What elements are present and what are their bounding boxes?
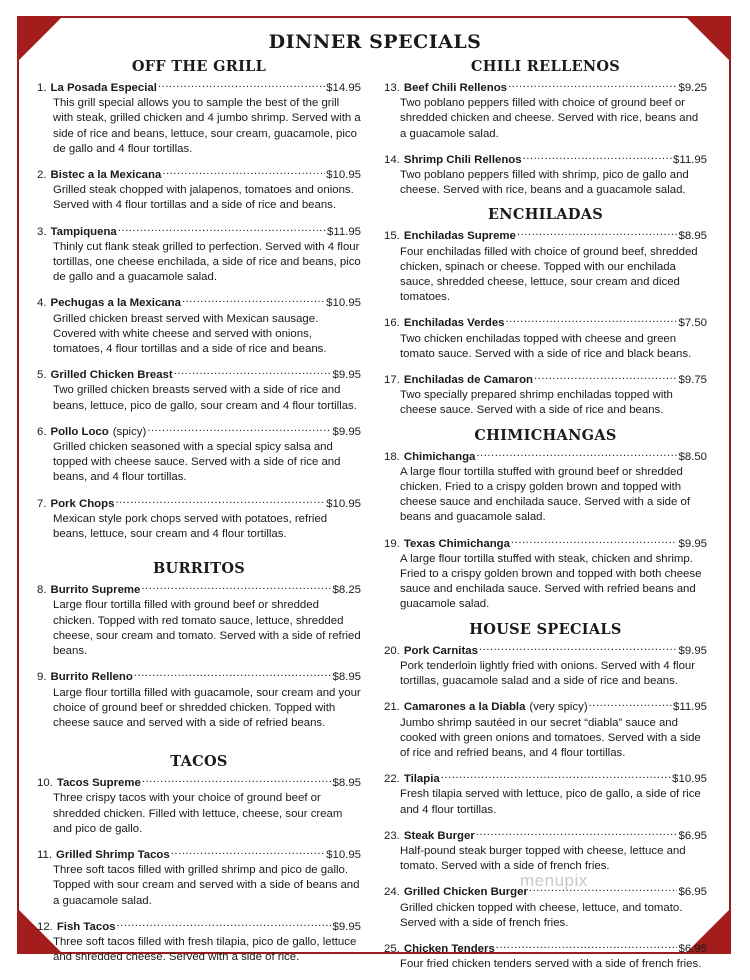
menu-item — [384, 939, 707, 972]
dot-leader — [174, 365, 332, 378]
item-description: This grill special allows you to sample the best of the grill with steak, grilled chicken and 4 jumbo shrimp. Served with a side of rice and beans, lettuce, sour cream, guacamole, pico de gallo and 4 flour tortillas. — [53, 97, 361, 155]
item-description: Mexican style pork chops served with potatoes, refried beans, lettuce, sour cream and 4 flour tortillas. — [53, 512, 328, 541]
item-description: Four enchiladas filled with choice of ground beef, shredded chicken, spinach or cheese. Topped with our enchilada sauce, shredded cheese, lettuce, sour cream and diced tomatoes. — [400, 245, 698, 304]
item-name: Enchiladas Verdes — [403, 317, 505, 330]
dot-leader — [508, 78, 677, 91]
menu-item-header — [384, 370, 707, 388]
item-price: $11.95 — [673, 701, 707, 714]
item-price: $9.95 — [678, 537, 707, 550]
item-name: Beef Chili Rellenos — [403, 82, 508, 94]
item-name: Enchiladas Supreme — [403, 230, 516, 243]
menu-item — [37, 165, 361, 214]
menu-item — [384, 641, 707, 690]
item-price: $10.95 — [672, 773, 707, 786]
menu-item — [37, 667, 361, 731]
item-number: 22. — [384, 773, 400, 786]
menu-item — [384, 226, 707, 305]
item-name: Burrito Relleno — [50, 671, 133, 684]
menu-item — [384, 534, 707, 613]
menu-item-header — [37, 78, 361, 96]
section-title: ENCHILADAS — [487, 206, 604, 224]
menu-item-header — [37, 667, 361, 685]
item-description: Grilled chicken seasoned with a special spicy salsa and topped with cheese sauce. Served with a side of rice and beans, and 4 flour tortillas. — [53, 441, 341, 484]
dot-leader — [589, 697, 672, 710]
menu-item-header — [384, 226, 707, 244]
item-name: Tacos Supreme — [56, 777, 141, 790]
item-price: $9.25 — [678, 82, 707, 94]
item-description: Large flour tortilla filled with guacamole, sour cream and your choice of ground beef or shredded chicken. Topped with cheese sauce and served with a side of refried beans. — [53, 686, 361, 729]
menu-item-header — [37, 494, 361, 512]
menu-item-header — [384, 697, 707, 715]
menu-item-header — [37, 365, 361, 383]
item-name: Pork Chops — [50, 497, 115, 510]
menu-item-header — [37, 845, 361, 863]
dot-leader — [142, 773, 332, 786]
dot-leader — [523, 150, 672, 163]
section-title: CHILI RELLENOS — [470, 58, 621, 75]
item-price: $10.95 — [326, 497, 361, 510]
item-number: 5. — [37, 369, 47, 382]
dot-leader — [506, 313, 678, 326]
menu-item-header — [384, 826, 707, 844]
dot-leader — [479, 641, 678, 654]
item-name: Burrito Supreme — [50, 584, 141, 597]
dot-leader — [476, 826, 678, 839]
menu-item-header — [37, 165, 361, 183]
item-name: Grilled Chicken Breast — [50, 369, 173, 382]
menu-item-header — [37, 222, 361, 240]
item-number: 1. — [37, 82, 47, 94]
item-name: Pork Carnitas — [403, 644, 478, 657]
item-number: 14. — [384, 153, 400, 166]
item-name: Bistec a la Mexicana — [50, 169, 162, 182]
menu-item — [384, 697, 707, 761]
dot-leader — [134, 667, 332, 680]
item-price: $11.95 — [327, 225, 361, 238]
item-number: 11. — [37, 848, 52, 861]
dot-leader — [141, 580, 331, 593]
watermark: menupix — [520, 871, 588, 890]
item-price: $8.95 — [332, 671, 361, 684]
item-price: $10.95 — [326, 848, 361, 861]
dot-leader — [118, 222, 326, 235]
menu-item — [37, 580, 361, 659]
item-number: 20. — [384, 644, 400, 657]
item-number: 15. — [384, 230, 400, 243]
menu-item — [37, 773, 361, 837]
item-number: 24. — [384, 886, 400, 899]
menu-item-header — [384, 769, 707, 787]
item-description: Fresh tilapia served with lettuce, pico de gallo, a side of rice and 4 flour tortillas. — [400, 788, 701, 816]
item-price: $6.95 — [678, 942, 707, 955]
menu-section-house-specials — [384, 621, 707, 973]
item-name: Texas Chimichanga — [403, 537, 510, 550]
left-column — [37, 58, 361, 973]
item-name: Enchiladas de Camaron — [403, 374, 533, 387]
dot-leader — [511, 534, 678, 547]
item-price: $10.95 — [326, 297, 361, 310]
menu-item — [37, 222, 361, 286]
item-number: 6. — [37, 425, 47, 438]
menu-item-header — [37, 917, 361, 935]
item-price: $9.95 — [332, 369, 361, 382]
item-price: $8.95 — [678, 230, 707, 243]
menu-item — [384, 447, 707, 526]
dot-leader — [534, 370, 678, 383]
menu-item — [384, 313, 707, 362]
item-price: $10.95 — [326, 169, 361, 182]
item-description: Half-pound steak burger topped with cheese, lettuce and tomato. Served with a side of french fries. — [400, 844, 686, 873]
menu-item — [37, 422, 361, 486]
menu-item — [384, 370, 707, 419]
item-description: Jumbo shrimp sautéed in our secret “diabla” sauce and cooked with green onions and tomatoes. Served with a side of rice and refried beans, and 4 flour tortillas. — [400, 716, 701, 759]
menu-item — [384, 826, 707, 875]
menu-item-header — [37, 422, 361, 440]
item-description: Two poblano peppers filled with shrimp, pico de gallo and cheese. Served with rice, beans and a guacamole salad. — [400, 169, 689, 197]
right-column — [384, 58, 707, 980]
item-name: Shrimp Chili Rellenos — [403, 153, 522, 166]
item-description: A large flour tortilla stuffed with ground beef or shredded chicken. Fried to a crispy golden brown and topped with cheese sauce and enchilada sauce. Served with a side of beans and guacamole salad. — [400, 465, 691, 524]
item-description: Three soft tacos filled with fresh tilapia, pico de gallo, lettuce and shredded cheese. Served with a side of rice. — [53, 935, 357, 964]
menu-item — [37, 917, 361, 966]
dot-leader — [476, 447, 677, 460]
dot-leader — [517, 226, 678, 239]
item-number: 12. — [37, 920, 53, 933]
menu-item — [384, 150, 707, 199]
item-name: Tampiquena — [50, 225, 117, 238]
item-number: 17. — [384, 374, 400, 387]
item-description: Grilled chicken breast served with Mexican sausage. Covered with white cheese and served with onions, tomatoes, 4 flour tortillas and a side of rice and beans. — [53, 312, 327, 356]
menu-item-header — [384, 150, 707, 168]
menu-item-header — [37, 293, 361, 311]
item-description: Thinly cut flank steak grilled to perfection. Served with 4 flour tortillas, one cheese enchilada, a side of rice and beans, pico de gallo and a guacamole salad. — [53, 240, 361, 284]
section-title: OFF THE GRILL — [131, 58, 267, 75]
dot-leader — [158, 78, 325, 91]
item-name: La Posada Especial — [50, 82, 157, 94]
menu-item-header — [384, 78, 707, 96]
item-price: $7.50 — [678, 317, 707, 330]
item-note: (very spicy) — [529, 701, 588, 714]
section-title: CHIMICHANGAS — [474, 426, 617, 444]
item-price: $8.25 — [332, 584, 361, 597]
item-number: 25. — [384, 942, 400, 955]
dot-leader — [496, 939, 678, 952]
section-title: TACOS — [170, 753, 228, 771]
page-title: DINNER SPECIALS — [268, 31, 482, 53]
dot-leader — [162, 165, 325, 178]
item-name: Chicken Tenders — [403, 942, 495, 955]
item-price: $6.95 — [678, 829, 707, 842]
menu-item-header — [384, 641, 707, 659]
dot-leader — [182, 293, 325, 306]
menu-item-header — [384, 534, 707, 552]
item-number: 13. — [384, 82, 400, 94]
menu-item — [384, 769, 707, 818]
dot-leader — [117, 917, 332, 930]
item-price: $11.95 — [673, 153, 707, 166]
menu-item — [37, 845, 361, 909]
item-number: 9. — [37, 671, 47, 684]
item-name: Pollo Loco — [50, 425, 109, 438]
dot-leader — [171, 845, 325, 858]
item-description: Two chicken enchiladas topped with cheese and green tomato sauce. Served with a side of rice and black beans. — [400, 332, 692, 360]
dot-leader — [147, 422, 331, 435]
item-description: Three crispy tacos with your choice of ground beef or shredded chicken. Filled with lettuce, cheese, sour cream and pico de gallo. — [53, 792, 343, 835]
item-price: $9.95 — [332, 920, 361, 933]
item-name: Pechugas a la Mexicana — [50, 297, 181, 310]
item-number: 2. — [37, 169, 47, 182]
item-description: Grilled steak chopped with jalapenos, tomatoes and onions. Served with 4 flour tortillas and a side of rice and beans. — [53, 184, 354, 212]
item-price: $8.95 — [332, 777, 361, 790]
section-title: BURRITOS — [152, 560, 246, 578]
item-description: Four fried chicken tenders served with a side of french fries. — [400, 958, 702, 971]
menu-section-chili-rellenos — [384, 58, 707, 198]
item-number: 18. — [384, 450, 400, 463]
item-note: (spicy) — [112, 425, 147, 438]
item-name: Steak Burger — [403, 829, 475, 842]
menu-section-off-the-grill — [37, 58, 361, 542]
menu-item-header — [384, 447, 707, 465]
item-description: Two specially prepared shrimp enchiladas topped with cheese sauce. Served with a side of rice and beans. — [400, 389, 673, 417]
dot-leader — [441, 769, 671, 782]
item-number: 4. — [37, 297, 47, 310]
menu-item-header — [384, 939, 707, 957]
item-price: $9.75 — [678, 374, 707, 387]
menu-item-header — [37, 773, 361, 791]
item-price: $6.95 — [678, 886, 707, 899]
item-description: A large flour tortilla stuffed with steak, chicken and shrimp. Fried to a crispy golden brown and topped with both cheese sauce and enchilada sauce. Served with refried beans and guacamole salad. — [400, 552, 702, 611]
menu-item — [37, 78, 361, 157]
menu-item — [37, 365, 361, 414]
menu-item-header — [384, 313, 707, 331]
item-name: Tilapia — [403, 773, 440, 786]
menu-section-burritos — [37, 560, 361, 731]
item-number: 21. — [384, 701, 400, 714]
item-description: Three soft tacos filled with grilled shrimp and pico de gallo. Topped with sour cream and served with a side of beans and a guacamole salad. — [53, 864, 360, 907]
item-number: 19. — [384, 537, 400, 550]
dot-leader — [115, 494, 325, 507]
item-name: Grilled Chicken Burger — [403, 886, 528, 899]
menu-item — [384, 78, 707, 142]
item-name: Grilled Shrimp Tacos — [56, 848, 170, 861]
menu-section-tacos — [37, 753, 361, 965]
item-price: $9.95 — [332, 425, 361, 438]
item-name: Camarones a la Diabla — [403, 701, 526, 714]
item-number: 10. — [37, 777, 53, 790]
item-name: Fish Tacos — [56, 920, 116, 933]
menu-item — [37, 293, 361, 357]
item-price: $8.50 — [678, 450, 707, 463]
item-number: 8. — [37, 584, 47, 597]
item-number: 7. — [37, 497, 47, 510]
menu-item-header — [37, 580, 361, 598]
item-price: $14.95 — [326, 82, 361, 94]
menu-section-enchiladas — [384, 206, 707, 418]
item-description: Two grilled chicken breasts served with a side of rice and beans, lettuce, pico de gallo, sour cream and 4 flour tortillas. — [53, 384, 357, 412]
item-number: 16. — [384, 317, 400, 330]
item-price: $9.95 — [678, 644, 707, 657]
item-description: Pork tenderloin lightly fried with onions. Served with 4 flour tortillas, guacamole salad and a side of rice and beans. — [400, 659, 696, 688]
item-description: Grilled chicken topped with cheese, lettuce, and tomato. Served with a side of french fries. — [400, 901, 683, 929]
item-number: 3. — [37, 225, 47, 238]
menu-section-chimichangas — [384, 427, 707, 613]
item-number: 23. — [384, 829, 400, 842]
section-title: HOUSE SPECIALS — [469, 620, 622, 638]
menu-item — [37, 494, 361, 543]
item-description: Two poblano peppers filled with choice of ground beef or shredded chicken and cheese. Served with rice, beans and a guacamole salad. — [400, 97, 699, 140]
item-name: Chimichanga — [403, 450, 476, 463]
item-description: Large flour tortilla filled with ground beef or shredded chicken. Topped with red tomato sauce, lettuce, shredded cheese, sour cream and tomato. Served with a side of refried beans. — [53, 599, 361, 658]
